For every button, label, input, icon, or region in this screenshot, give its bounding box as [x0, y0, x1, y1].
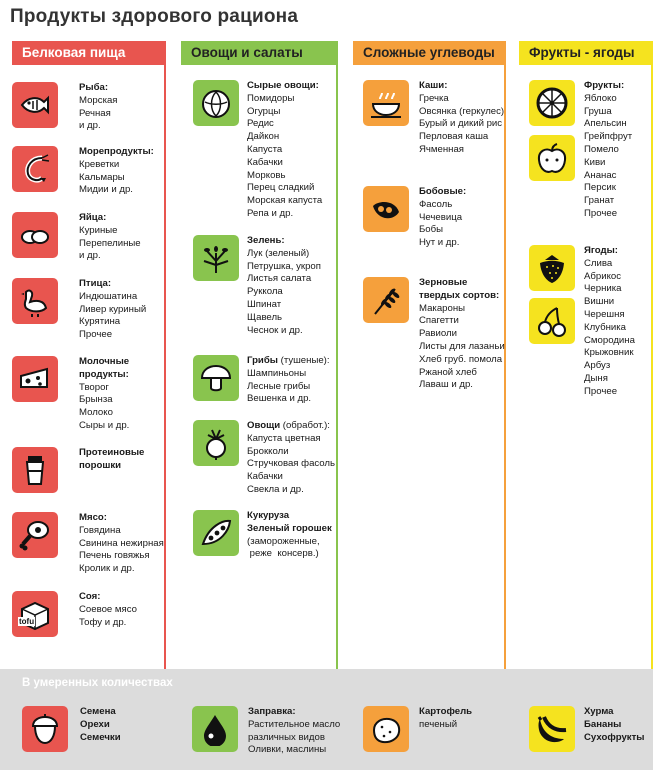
- food-item: Оливки, маслины: [248, 744, 327, 756]
- food-item: Крыжовник: [584, 347, 634, 359]
- apple-icon: [529, 135, 575, 181]
- food-item: Руккола: [247, 286, 283, 298]
- strawberry-icon: [529, 245, 575, 291]
- food-item: Листья салата: [247, 273, 312, 285]
- food-group-text: [247, 235, 321, 337]
- bananas-icon: [529, 706, 575, 752]
- food-item: Лесные грибы: [247, 380, 311, 392]
- food-group-text: [248, 706, 340, 757]
- food-group-heading: Соя:: [79, 591, 101, 602]
- food-item: Грейпфрут: [584, 131, 633, 143]
- food-item: Брынза: [79, 394, 113, 406]
- food-item: Соевое мясо: [79, 603, 137, 615]
- fish-icon: [12, 82, 58, 128]
- food-item: Шампиньоны: [247, 367, 307, 379]
- food-group-text: [419, 186, 466, 250]
- food-item: Репа и др.: [247, 207, 294, 219]
- food-group-text: [80, 706, 121, 744]
- shrimp-icon: [12, 146, 58, 192]
- food-group-text: [584, 706, 645, 744]
- food-item: Кабачки: [247, 471, 283, 483]
- food-group-heading: Кукуруза: [247, 510, 290, 521]
- food-group-heading: Заправка:: [248, 706, 296, 717]
- food-item: Чеснок и др.: [247, 324, 303, 336]
- food-group-text: [79, 82, 118, 133]
- page-title: Продукты здорового рациона: [10, 6, 299, 27]
- food-item: Прочее: [584, 207, 618, 219]
- food-item: Черешня: [584, 308, 625, 320]
- food-item: Стручковая фасоль: [247, 458, 336, 470]
- food-item: Капуста: [247, 143, 283, 155]
- food-group-heading: Зерновые: [419, 277, 468, 288]
- food-item: Сыры и др.: [79, 419, 130, 431]
- food-item: Свекла и др.: [247, 483, 304, 495]
- food-item: Куриные: [79, 224, 118, 236]
- food-group-heading: Морепродукты:: [79, 146, 154, 157]
- food-item: Брокколи: [247, 445, 289, 457]
- cabbage-icon: [193, 80, 239, 126]
- food-item: Морская: [79, 94, 118, 106]
- food-item: Кролик и др.: [79, 563, 135, 575]
- meat-leg-icon: [12, 512, 58, 558]
- food-item: Персик: [584, 182, 616, 194]
- food-item: Гранат: [584, 195, 615, 207]
- food-item: Равиоли: [419, 328, 457, 340]
- moderate-title: В умеренных количествах: [22, 677, 173, 689]
- food-group-text: [247, 510, 332, 561]
- food-item: Кабачки: [247, 156, 283, 168]
- food-item: различных видов: [248, 731, 325, 743]
- food-group-heading: Птица:: [79, 278, 112, 289]
- food-item: Ржаной хлеб: [419, 366, 477, 378]
- food-item: Растительное масло: [248, 718, 341, 730]
- food-group-heading: Яйца:: [79, 212, 107, 223]
- food-item: Ливер куриный: [79, 303, 147, 315]
- food-item: Креветки: [79, 158, 120, 170]
- food-item: и др.: [79, 120, 101, 132]
- food-group-heading: Мясо:: [79, 512, 107, 523]
- peapod-icon: [193, 510, 239, 556]
- food-item: Хлеб груб. помола: [419, 353, 503, 365]
- food-item: Перловая каша: [419, 131, 489, 143]
- food-item: Индюшатина: [79, 290, 138, 302]
- food-item: Тофу и др.: [79, 616, 127, 628]
- food-item: Прочее: [584, 385, 618, 397]
- food-group-heading: продукты:: [79, 368, 129, 380]
- food-group-heading: Бананы: [584, 718, 622, 730]
- food-item: Чечевица: [419, 211, 463, 223]
- food-item: Помидоры: [247, 92, 295, 104]
- food-group-text: [419, 706, 472, 732]
- food-group-heading: Молочные: [79, 356, 130, 367]
- food-group-heading: Овощи (обработ.):: [247, 420, 330, 431]
- beet-icon: [193, 420, 239, 466]
- food-group-text: [79, 512, 164, 576]
- food-item: Огурцы: [247, 105, 281, 117]
- tofu-label: tofu: [19, 617, 35, 626]
- food-item: Перец сладкий: [247, 182, 315, 194]
- goose-icon: [12, 278, 58, 324]
- food-item: Арбуз: [584, 360, 611, 372]
- food-item: Слива: [584, 257, 613, 269]
- food-group-text: [584, 80, 632, 221]
- food-group-text: [79, 447, 144, 473]
- food-group-heading: Семена: [80, 706, 116, 717]
- food-group-text: [79, 146, 154, 197]
- cherries-icon: [529, 298, 575, 344]
- food-item: Яблоко: [584, 92, 617, 104]
- food-group-heading: Зелень:: [247, 235, 285, 246]
- food-item: Вишни: [584, 296, 615, 308]
- food-item: Овсянка (геркулес): [419, 105, 505, 117]
- food-item: Апельсин: [584, 118, 627, 130]
- food-item: Курятина: [79, 316, 121, 328]
- food-item: Клубника: [584, 321, 626, 333]
- food-item: Абрикос: [584, 270, 622, 282]
- food-group-text: [247, 355, 330, 406]
- food-group-heading: Хурма: [584, 706, 614, 717]
- food-group-heading: Орехи: [80, 718, 110, 730]
- eggs-icon: [12, 212, 58, 258]
- column-header-vegetables: Овощи и салаты: [181, 41, 338, 65]
- food-group-heading: Ягоды:: [584, 245, 618, 256]
- food-item: Речная: [79, 107, 111, 119]
- food-item: Говядина: [79, 524, 121, 536]
- food-item: Перепелиные: [79, 237, 141, 249]
- potato-icon: [363, 706, 409, 752]
- food-item: Печень говяжья: [79, 550, 150, 562]
- food-group-text: [79, 356, 129, 433]
- food-item: Шпинат: [247, 298, 282, 310]
- food-item: Помело: [584, 143, 619, 155]
- food-group-text: [247, 80, 322, 221]
- food-item: Гречка: [419, 92, 449, 104]
- oil-drop-icon: [192, 706, 238, 752]
- food-group-text: [247, 420, 335, 497]
- herbs-icon: [193, 235, 239, 281]
- food-group-heading: Каши:: [419, 80, 448, 91]
- food-item: Мидии и др.: [79, 184, 133, 196]
- food-group-text: [419, 277, 505, 392]
- food-group-heading: Протеиновые: [79, 447, 145, 458]
- mushroom-icon: [193, 355, 239, 401]
- food-item: Нут и др.: [419, 237, 460, 249]
- food-item: Кальмары: [79, 171, 125, 183]
- food-group-text: [79, 212, 141, 263]
- food-group-text: [79, 591, 137, 629]
- food-item: Морская капуста: [247, 195, 323, 207]
- food-group-heading: Грибы (тушеные):: [247, 355, 330, 366]
- shaker-icon: [12, 447, 58, 493]
- food-item: реже консерв.): [247, 548, 319, 560]
- food-item: Капуста цветная: [247, 432, 321, 444]
- nuts-icon: [22, 706, 68, 752]
- food-item: Редис: [247, 118, 274, 130]
- column-header-carbs: Сложные углеводы: [353, 41, 506, 65]
- food-group-heading: Семечки: [80, 731, 121, 743]
- beans-icon: [363, 186, 409, 232]
- food-item: Груша: [584, 105, 612, 117]
- column-header-fruits: Фрукты - ягоды: [519, 41, 653, 65]
- food-group-heading: Бобовые:: [419, 186, 467, 197]
- tofu-box-icon: [12, 591, 58, 637]
- food-item: Черника: [584, 283, 622, 295]
- food-item: Листы для лазаньи: [419, 340, 505, 352]
- food-item: Киви: [584, 156, 606, 168]
- food-item: и др.: [79, 250, 101, 262]
- citrus-icon: [529, 80, 575, 126]
- wheat-icon: [363, 277, 409, 323]
- food-item: Макароны: [419, 302, 466, 314]
- food-item: Спагетти: [419, 315, 459, 327]
- food-item: Лук (зеленый): [247, 247, 310, 259]
- food-item: Бобы: [419, 224, 444, 236]
- food-item: Смородина: [584, 334, 635, 346]
- food-item: Вешенка и др.: [247, 393, 312, 405]
- food-item: Морковь: [247, 169, 286, 181]
- food-group-heading: Сырые овощи:: [247, 80, 319, 91]
- food-group-heading: порошки: [79, 459, 122, 471]
- food-item: Фасоль: [419, 198, 453, 210]
- food-group-heading: Картофель: [419, 706, 473, 717]
- food-group-heading: твердых сортов:: [419, 289, 500, 301]
- food-group-text: [79, 278, 146, 342]
- food-item: Щавель: [247, 311, 283, 323]
- food-group-text: [584, 245, 635, 399]
- food-group-heading: Зеленый горошек: [247, 522, 332, 534]
- food-item: Бурый и дикий рис: [419, 118, 503, 130]
- food-item: печеный: [419, 718, 458, 730]
- food-item: Петрушка, укроп: [247, 260, 321, 272]
- food-item: Лаваш и др.: [419, 379, 473, 391]
- food-item: Прочее: [79, 329, 113, 341]
- food-item: Ананас: [584, 169, 617, 181]
- food-item: Творог: [79, 381, 109, 393]
- food-item: Дыня: [584, 372, 608, 384]
- food-item: (замороженные,: [247, 535, 320, 547]
- food-item: Ячменная: [419, 143, 464, 155]
- food-group-heading: Сухофрукты: [584, 731, 645, 743]
- food-group-text: [419, 80, 504, 157]
- food-group-heading: Фрукты:: [584, 80, 625, 91]
- column-header-protein: Белковая пища: [12, 41, 166, 65]
- porridge-icon: [363, 80, 409, 126]
- food-group-heading: Рыба:: [79, 82, 109, 93]
- food-item: Молоко: [79, 407, 113, 419]
- cheese-icon: [12, 356, 58, 402]
- food-item: Свинина нежирная: [79, 537, 164, 549]
- food-item: Дайкон: [247, 131, 280, 143]
